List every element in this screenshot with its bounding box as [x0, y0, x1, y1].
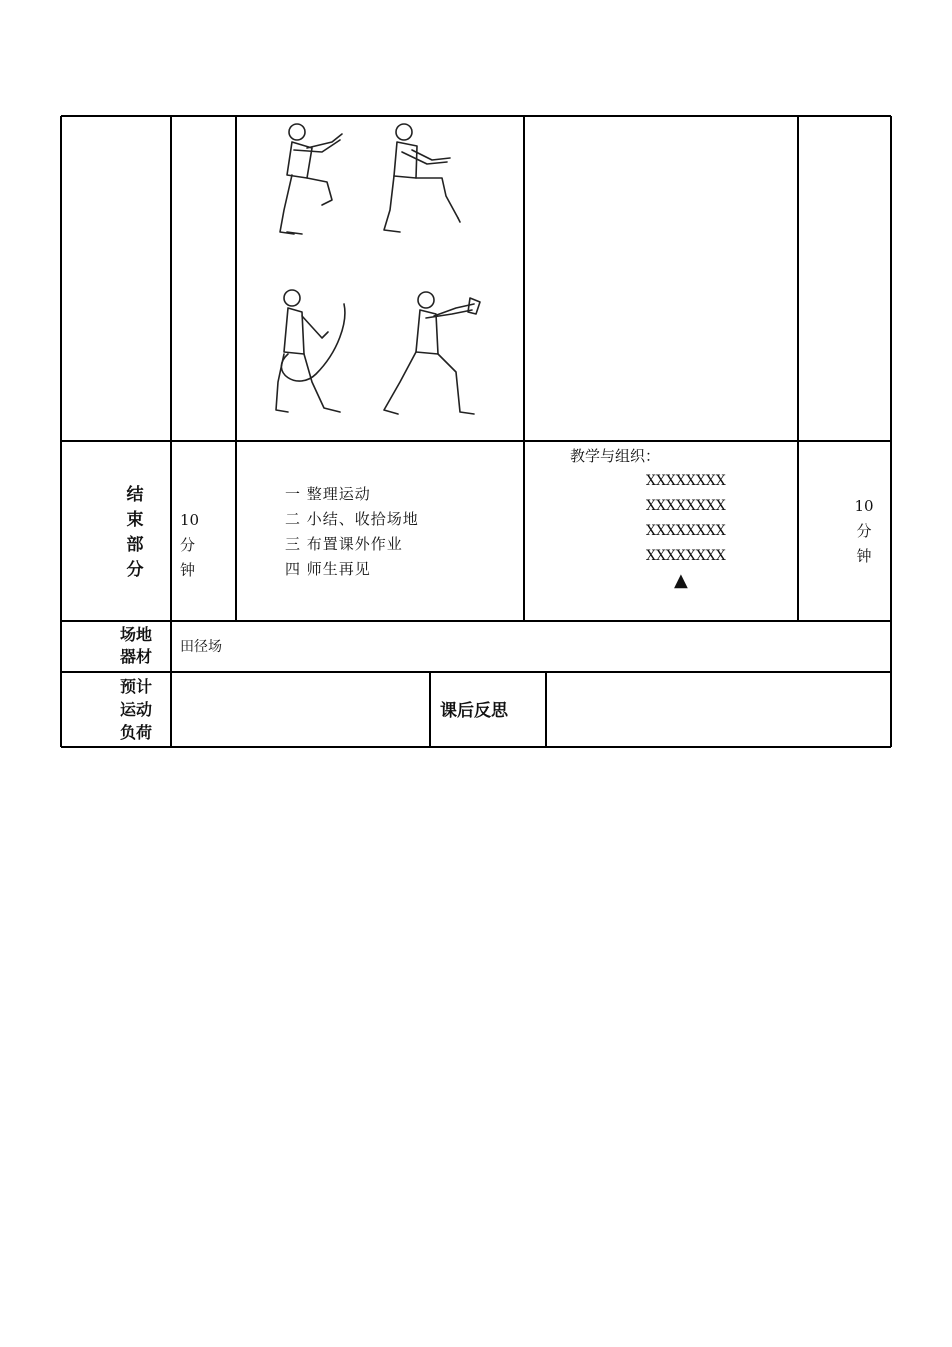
load-label-line: 运动 — [119, 700, 152, 719]
organization-formation — [646, 469, 746, 569]
duration-left-line: 钟 — [180, 561, 196, 579]
content-item: 四 师生再见 — [285, 560, 371, 578]
section-label-char: 分 — [126, 560, 144, 580]
load-label-line: 预计 — [119, 677, 152, 696]
venue-label-line: 器材 — [119, 647, 152, 666]
venue-label-line: 场地 — [119, 625, 152, 644]
duration-right-line: 10 — [854, 497, 874, 515]
content-item: 二 小结、收拾场地 — [285, 510, 419, 528]
duration-left-line: 10 — [180, 511, 200, 529]
formation-row: XXXXXXXX — [646, 548, 726, 564]
reflection-value[interactable] — [550, 676, 886, 742]
teacher-marker-icon: ▲ — [674, 570, 688, 591]
duration-right-line: 分 — [856, 522, 872, 540]
section-label-char: 部 — [126, 535, 144, 555]
formation-row: XXXXXXXX — [646, 498, 726, 514]
taiji-figure-knee-lift — [262, 120, 362, 240]
duration-left — [180, 508, 220, 583]
load-label-line: 负荷 — [119, 723, 152, 742]
content-list — [285, 482, 515, 582]
content-item: 三 布置课外作业 — [285, 535, 403, 553]
content-item: 一 整理运动 — [285, 485, 371, 503]
load-value[interactable] — [175, 676, 425, 742]
section-label-char: 结 — [126, 485, 144, 505]
taiji-figure-knee-lift-push — [372, 120, 472, 240]
venue-label — [108, 624, 164, 668]
section-label-char: 束 — [126, 510, 144, 530]
section-label-end — [110, 483, 160, 583]
formation-row: XXXXXXXX — [646, 473, 726, 489]
load-label — [108, 675, 164, 744]
duration-right — [852, 494, 876, 569]
taiji-figure-bow-stance-push — [376, 282, 486, 422]
organization-title: 教学与组织： — [570, 447, 661, 465]
venue-value: 田径场 — [180, 639, 222, 655]
formation-row: XXXXXXXX — [646, 523, 726, 539]
duration-right-line: 钟 — [856, 547, 872, 565]
duration-left-line: 分 — [180, 536, 196, 554]
taiji-figure-turn-waist — [268, 282, 368, 422]
reflection-label: 课后反思 — [440, 701, 508, 721]
